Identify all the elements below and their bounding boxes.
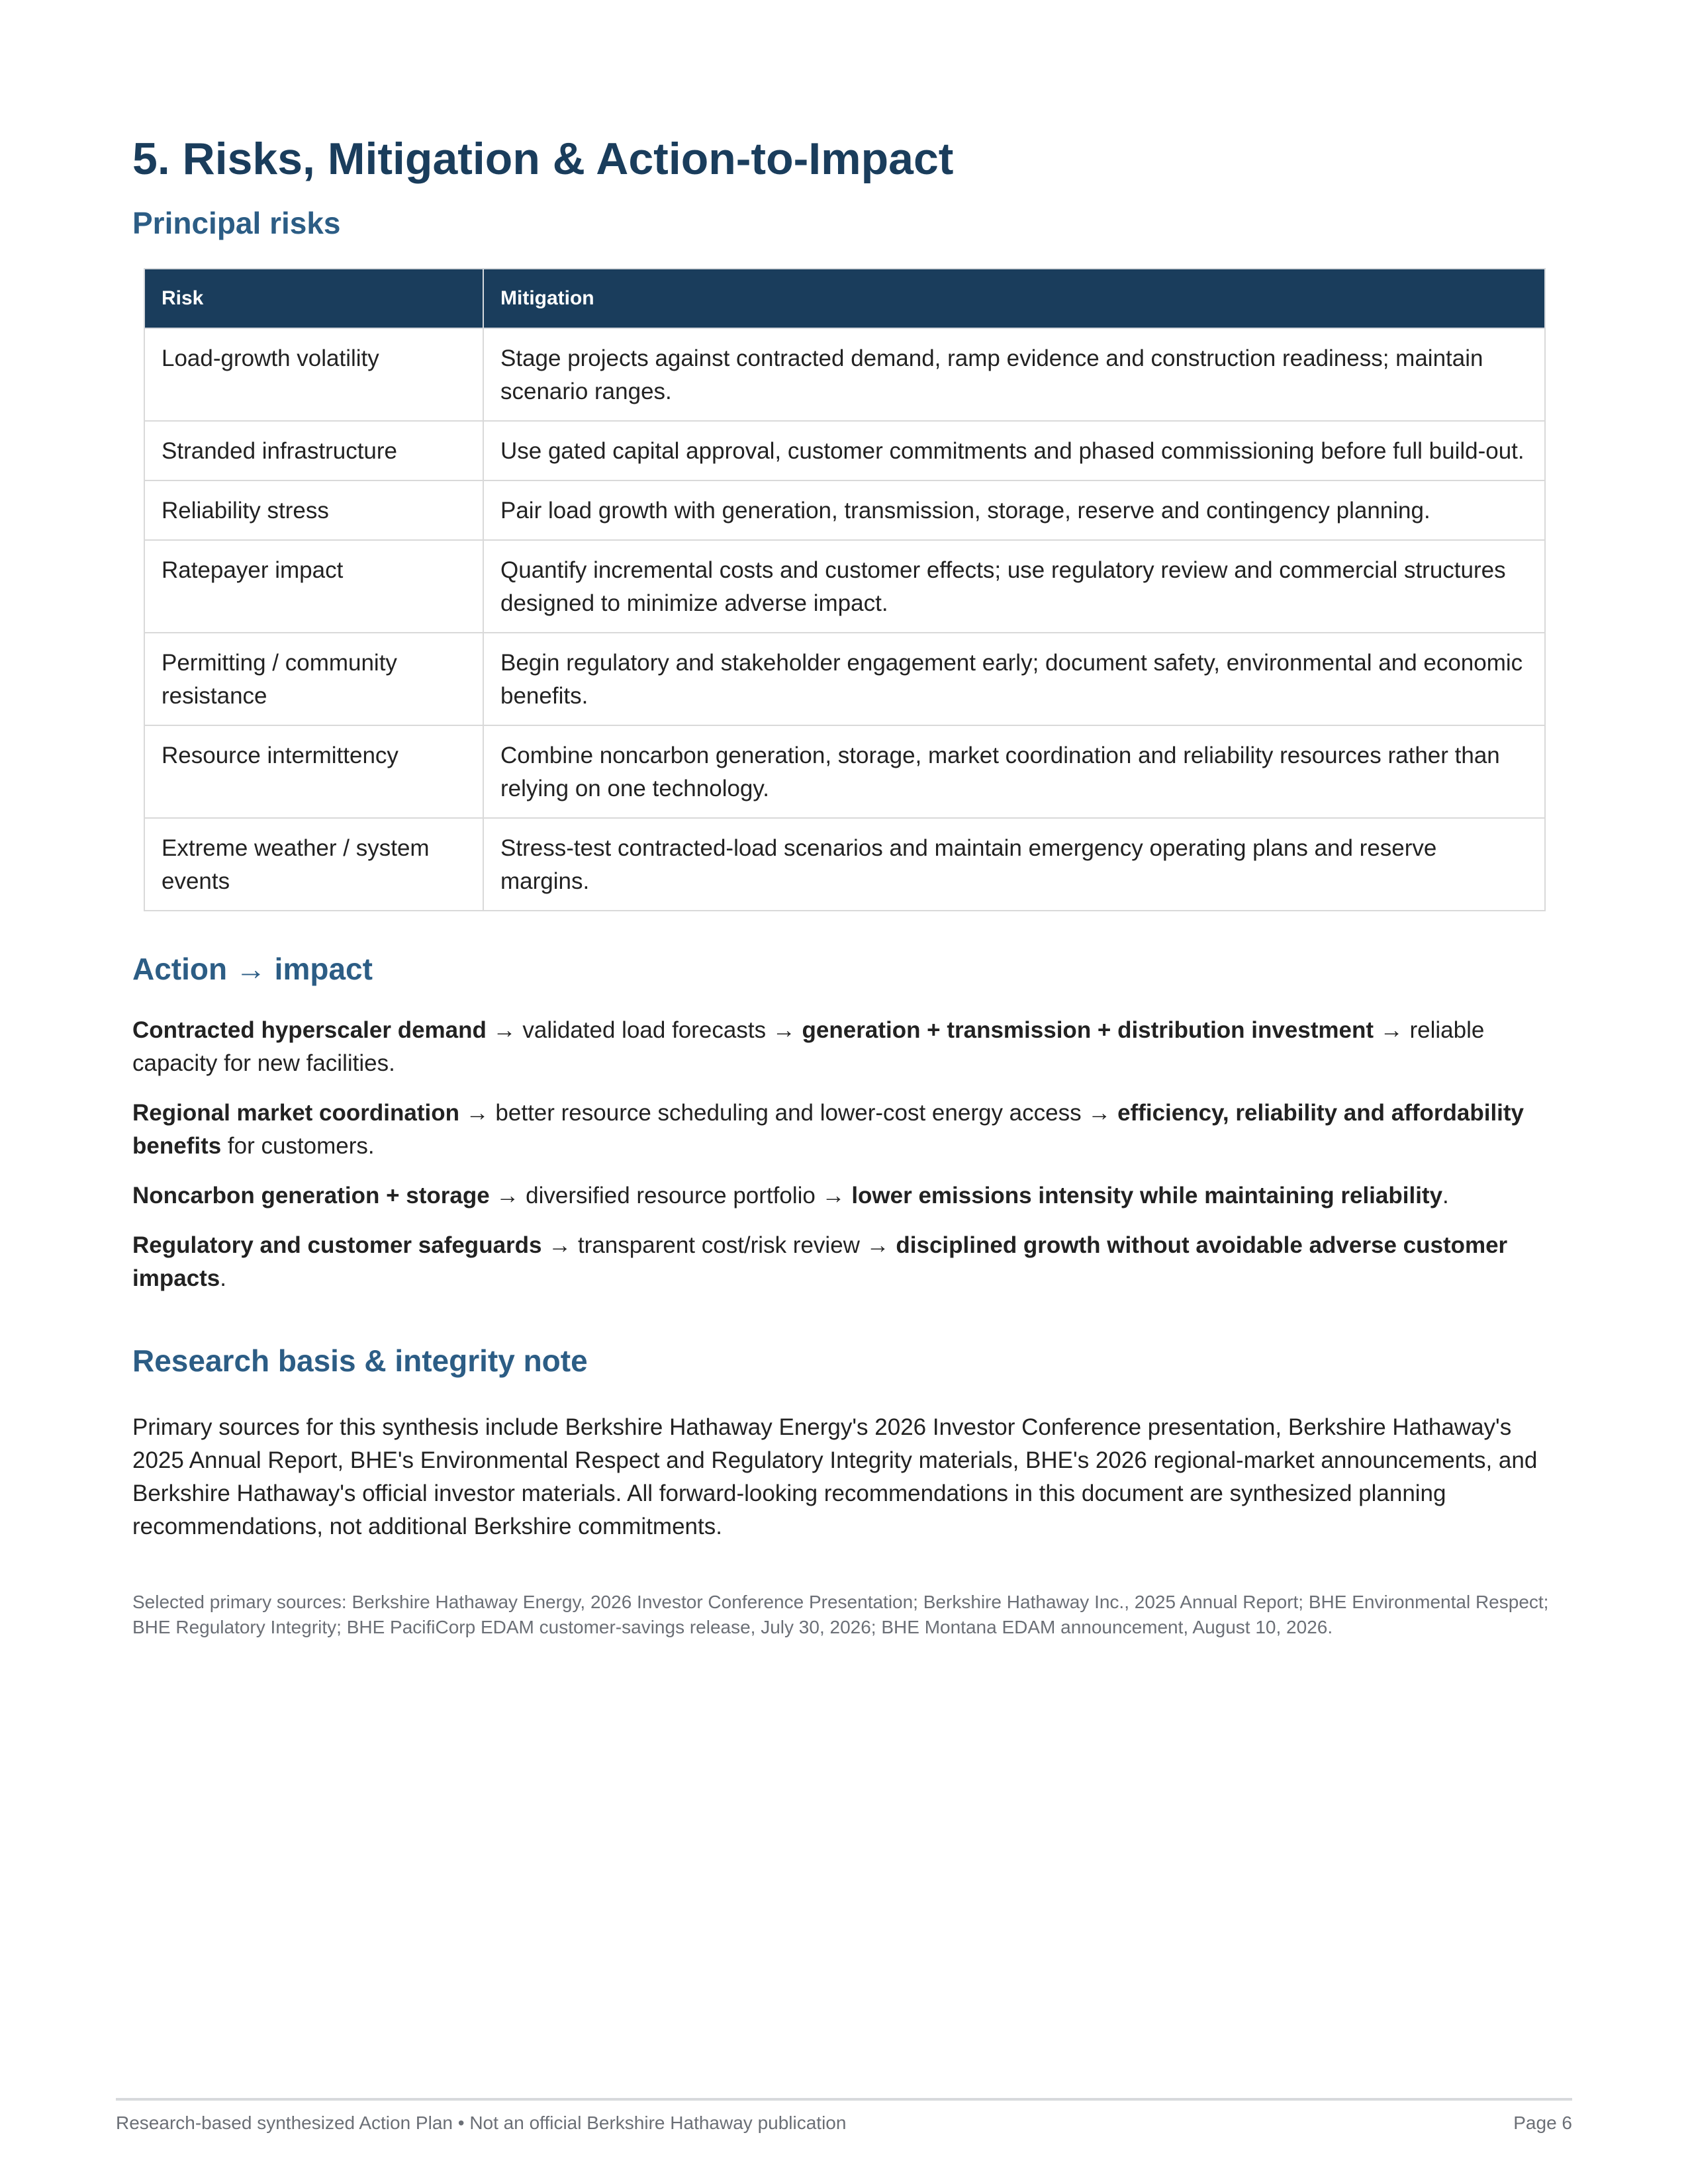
trailing-text: .	[1442, 1182, 1449, 1208]
intermediate-text: transparent cost/risk review	[577, 1232, 860, 1258]
principal-risks-heading: Principal risks	[132, 205, 341, 240]
table-row	[144, 818, 1545, 911]
impact-text: efficiency, reliability and affordability benefits	[132, 1099, 1524, 1159]
research-paragraph: Primary sources for this synthesis include Berkshire Hathaway Energy's 2026 Investor Conference presentation, Berkshire Hathaway's 2025 Annual Report, BHE's Environmental Respect and Regulatory Integrity materials, BHE's 2026 regional-market announcements, and Berkshire Hathaway's official investor materials. All forward-looking recommendations in this document are synthesized planning recommendations, not additional Berkshire commitments.	[132, 1414, 1538, 1540]
arrow: →	[459, 1099, 496, 1126]
risk-cell: Ratepayer impact	[144, 540, 483, 633]
action-impact-heading: Action → impact	[132, 951, 373, 986]
page-footer	[116, 2098, 1572, 2134]
arrow: →	[859, 1232, 896, 1258]
risk-cell: Load-growth volatility	[144, 328, 483, 421]
action-impact-item	[132, 1179, 1556, 1212]
table-row	[144, 540, 1545, 633]
page-number: Page 6	[1513, 2113, 1572, 2133]
arrow: →	[489, 1182, 526, 1208]
trailing-text: → reliable capacity for new facilities.	[132, 1017, 1485, 1076]
action-text: Noncarbon generation + storage	[132, 1182, 490, 1208]
intermediate-text: validated load forecasts	[522, 1017, 767, 1043]
document-page	[132, 132, 1556, 1640]
table-row	[144, 725, 1545, 818]
mitigation-cell: Begin regulatory and stakeholder engagement early; document safety, environmental and economic benefits.	[483, 633, 1545, 725]
impact-text: disciplined growth without avoidable adverse customer impacts	[132, 1232, 1508, 1291]
risk-mitigation-table	[144, 268, 1546, 911]
action-text: Regulatory and customer safeguards	[132, 1232, 542, 1258]
impact-text: lower emissions intensity while maintaining reliability	[851, 1182, 1443, 1208]
arrow: →	[766, 1017, 802, 1043]
trailing-text: .	[220, 1265, 227, 1291]
column-header-mitigation: Mitigation	[483, 269, 1545, 328]
action-impact-item	[132, 1014, 1556, 1080]
mitigation-cell: Stress-test contracted-load scenarios and maintain emergency operating plans and reserve margins.	[483, 818, 1545, 911]
footer-disclaimer: Research-based synthesized Action Plan • Not an official Berkshire Hathaway publication	[116, 2113, 847, 2133]
mitigation-cell: Pair load growth with generation, transmission, storage, reserve and contingency planning.	[483, 480, 1545, 540]
trailing-text: for customers.	[221, 1132, 375, 1159]
action-impact-item	[132, 1097, 1556, 1163]
intermediate-text: better resource scheduling and lower-cost energy access	[495, 1099, 1082, 1126]
research-basis-heading: Research basis & integrity note	[132, 1343, 588, 1378]
table-row	[144, 480, 1545, 540]
column-header-risk: Risk	[144, 269, 483, 328]
action-impact-item	[132, 1229, 1556, 1295]
arrow: →	[815, 1182, 852, 1208]
arrow: →	[1081, 1099, 1118, 1126]
table-row	[144, 328, 1545, 421]
action-text: Contracted hyperscaler demand	[132, 1017, 487, 1043]
table-row	[144, 633, 1545, 725]
mitigation-cell: Quantify incremental costs and customer effects; use regulatory review and commercial structures designed to minimize adverse impact.	[483, 540, 1545, 633]
mitigation-cell: Stage projects against contracted demand, ramp evidence and construction readiness; maintain scenario ranges.	[483, 328, 1545, 421]
table-header-row	[144, 269, 1545, 328]
intermediate-text: diversified resource portfolio	[526, 1182, 816, 1208]
risk-cell: Extreme weather / system events	[144, 818, 483, 911]
action-impact-list	[132, 1014, 1556, 1295]
risk-cell: Reliability stress	[144, 480, 483, 540]
arrow: →	[541, 1232, 578, 1258]
action-text: Regional market coordination	[132, 1099, 459, 1126]
arrow: →	[486, 1017, 523, 1043]
mitigation-cell: Use gated capital approval, customer commitments and phased commissioning before full build-out.	[483, 421, 1545, 480]
mitigation-cell: Combine noncarbon generation, storage, market coordination and reliability resources rather than relying on one technology.	[483, 725, 1545, 818]
risk-cell: Permitting / community resistance	[144, 633, 483, 725]
risk-cell: Stranded infrastructure	[144, 421, 483, 480]
section-heading: 5. Risks, Mitigation & Action-to-Impact	[132, 134, 954, 184]
risk-cell: Resource intermittency	[144, 725, 483, 818]
table-row	[144, 421, 1545, 480]
sources-note: Selected primary sources: Berkshire Hathaway Energy, 2026 Investor Conference Presentation; Berkshire Hathaway Inc., 2025 Annual Report; BHE Environmental Respect; BHE Regulatory Integrity; BHE PacifiCorp EDAM customer-savings release, July 30, 2026; BHE Montana EDAM announcement, August 10, 2026.	[132, 1592, 1549, 1638]
impact-text: generation + transmission + distribution investment	[802, 1017, 1374, 1043]
